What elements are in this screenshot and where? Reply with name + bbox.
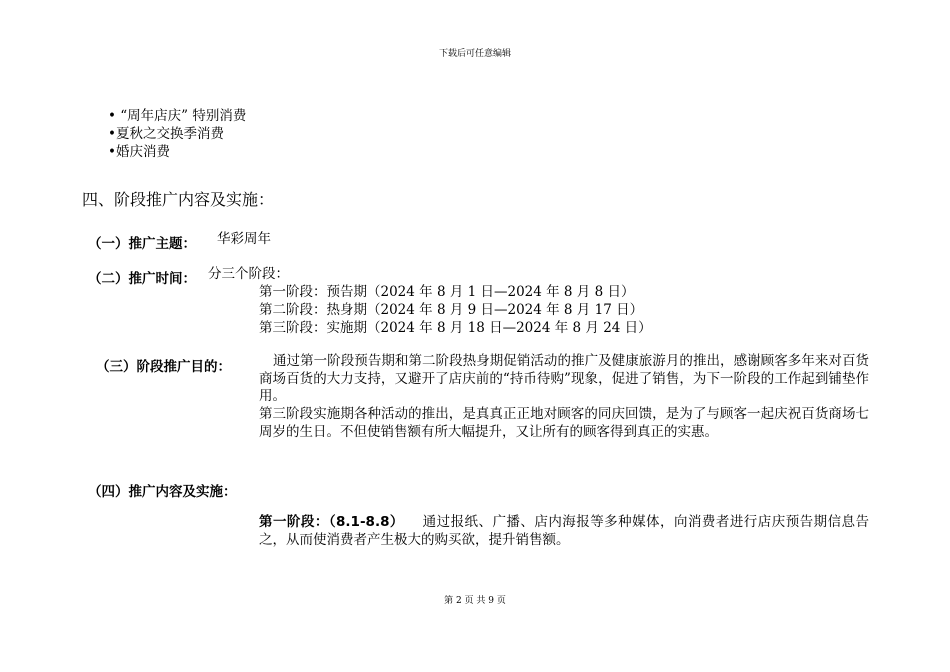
purpose-label: （三）阶段推广目的： <box>96 359 231 375</box>
content-label: （四）推广内容及实施： <box>88 484 237 500</box>
stage-3: 第三阶段：实施期（2024 年 8 月 18 日—2024 年 8 月 24 日） <box>259 320 652 336</box>
stage-2: 第二阶段：热身期（2024 年 8 月 9 日—2024 年 8 月 17 日） <box>259 302 644 318</box>
phase-1-label: 第一阶段：（8.1-8.8） <box>259 514 404 530</box>
bullet-anniversary: • “周年店庆” 特别消费 <box>108 108 247 124</box>
time-label: （二）推广时间： <box>88 271 196 287</box>
page-header: 下载后可任意编辑 <box>438 49 511 59</box>
phase-1-block <box>259 514 869 549</box>
theme-value: 华彩周年 <box>217 231 271 247</box>
page-footer: 第 2 页 共 9 页 <box>444 596 506 606</box>
purpose-paragraph-1: 通过第一阶段预告期和第二阶段热身期促销活动的推广及健康旅游月的推出，感谢顾客多年来对百货商场百货的大力支持，又避开了店庆前的“持币待购”现象，促进了销售，为下一阶段的工作起到铺垫作用。 <box>259 353 869 404</box>
time-intro: 分三个阶段： <box>208 266 289 282</box>
bullet-seasonal: •夏秋之交换季消费 <box>108 126 224 142</box>
phase-1-text: 通过报纸、广播、店内海报等多种媒体，向消费者进行店庆预告期信息告之，从而使消费者产生极大的购买欲，提升销售额。 <box>259 514 870 548</box>
stage-1: 第一阶段：预告期（2024 年 8 月 1 日—2024 年 8 月 8 日） <box>259 284 635 300</box>
theme-label: （一）推广主题： <box>88 236 196 252</box>
section-heading: 四、阶段推广内容及实施： <box>82 190 275 209</box>
purpose-paragraph-2: 第三阶段实施期各种活动的推出，是真真正正地对顾客的同庆回馈，是为了与顾客一起庆祝百货商场七周岁的生日。不但使销售额有所大幅提升，又让所有的顾客得到真正的实惠。 <box>259 406 869 440</box>
bullet-wedding: •婚庆消费 <box>108 144 170 160</box>
